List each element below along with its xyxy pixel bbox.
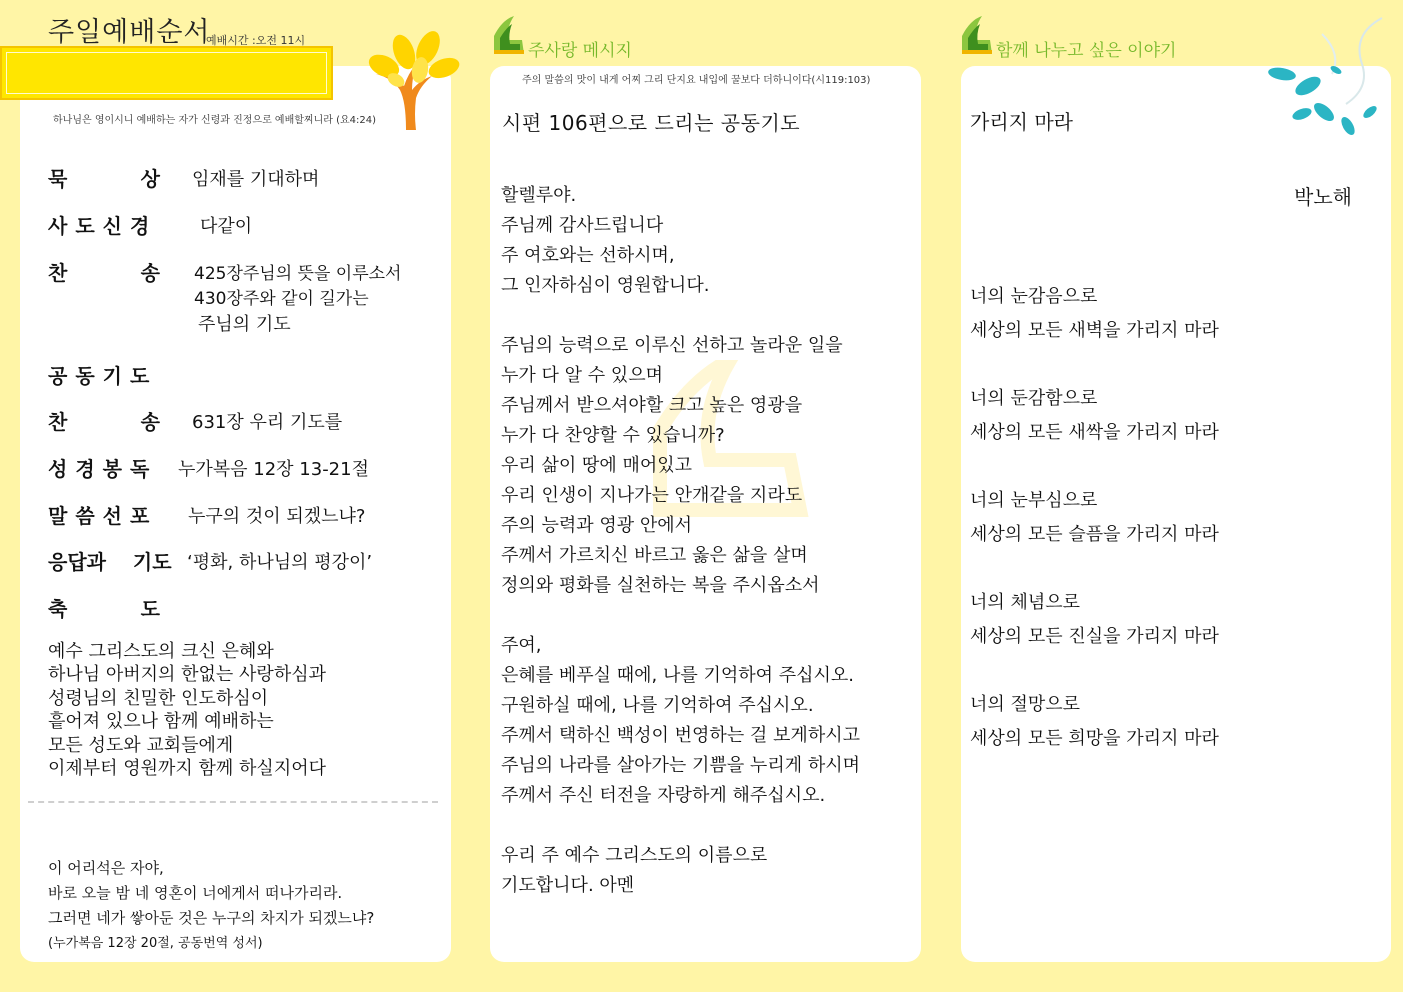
order-value-meditation: 임재를 기대하며 bbox=[192, 169, 320, 190]
order-value-hymn-2: 631장 우리 기도를 bbox=[192, 412, 343, 433]
order-value-response: ‘평화, 하나님의 평강이’ bbox=[187, 552, 373, 573]
order-value-sermon: 누구의 것이 되겠느냐? bbox=[188, 506, 366, 527]
page-title: 주일예배순서 bbox=[48, 17, 211, 48]
order-label-hymn-1: 찬 송 bbox=[48, 261, 160, 285]
scripture-quote: 이 어리석은 자야, 바로 오늘 밤 네 영혼이 너에게서 떠나가리라. 그러면 네가 쌓아둔 것은 누구의 차지가 되겠느냐? (누가복음 12장 20절, 공동번역 성서) bbox=[48, 856, 374, 956]
title-banner bbox=[0, 46, 333, 100]
poem-stanza-4: 너의 체념으로 세상의 모든 진실을 가리지 마라 bbox=[970, 592, 1219, 647]
order-value-lords-prayer: 주님의 기도 bbox=[198, 314, 291, 335]
benediction-text: 예수 그리스도의 크신 은혜와 하나님 아버지의 한없는 사랑하심과 성령님의 친밀한 인도하심이 흩어져 있으나 함께 예배하는 모든 성도와 교회들에게 이제부터 영원까지 함께 하실지어다 bbox=[48, 641, 326, 780]
order-label-hymn-2: 찬 송 bbox=[48, 410, 160, 434]
poem-stanza-5: 너의 절망으로 세상의 모든 희망을 가리지 마라 bbox=[970, 694, 1219, 749]
section-title-story: 함께 나누고 싶은 이야기 bbox=[996, 41, 1177, 61]
order-label-benediction: 축 도 bbox=[48, 597, 160, 621]
order-label-meditation: 묵 상 bbox=[48, 167, 160, 191]
leaf-logo-icon bbox=[492, 16, 526, 54]
poem-author: 박노해 bbox=[1294, 185, 1352, 209]
flourish-decoration-icon bbox=[1262, 14, 1400, 144]
prayer-title: 시편 106편으로 드리는 공동기도 bbox=[502, 111, 801, 135]
order-label-sermon: 말씀선포 bbox=[48, 504, 158, 528]
order-value-hymn-1b: 430장주와 같이 길가는 bbox=[194, 289, 369, 309]
prayer-body: 할렐루야. 주님께 감사드립니다 주 여호와는 선하시며, 그 인자하심이 영원합니다. 주님의 능력으로 이루신 선하고 놀라운 일을 누가 다 알 수 있으며 주님께서 받으셔야할 크고 높은 영광을 누가 다 찬양할 수 있습니까? 우리 삶이 땅에 매어있고 우리 인생이 지나가는 안개같을 지라도 주의 능력과 영광 안에서 주께서 가르치신 바르고 옳은 삶을 살며 정의와 평화를 실천하는 복을 주시옵소서 주여, 은혜를 베푸실 때에, 나를 기억하여 주십시오. 구원하실 때에, 나를 기억하여 주십시오. 주께서 택하신 백성이 번영하는 걸 보게하시고 주님의 나라를 살아가는 기쁨을 누리게 하시며 주께서 주신 터전을 자랑하게 해주십시오. 우리 주 예수 그리스도의 이름으로 기도합니다. 아멘 bbox=[501, 185, 860, 896]
leaf-logo-icon-2 bbox=[960, 16, 994, 54]
section-title-message: 주사랑 메시지 bbox=[528, 41, 632, 61]
order-label-response: 응답과 기도 bbox=[48, 550, 172, 574]
tree-icon bbox=[362, 30, 462, 130]
quote-reference: (누가복음 12장 20절, 공동번역 성서) bbox=[48, 936, 263, 951]
order-value-creed: 다같이 bbox=[200, 216, 253, 237]
poem-stanza-1: 너의 눈감음으로 세상의 모든 새벽을 가리지 마라 bbox=[970, 286, 1219, 341]
order-value-scripture: 누가복음 12장 13-21절 bbox=[178, 459, 369, 480]
order-label-creed: 사도신경 bbox=[48, 214, 158, 238]
service-time: 예배시간 :오전 11시 bbox=[206, 34, 306, 47]
poem-stanza-3: 너의 눈부심으로 세상의 모든 슬픔을 가리지 마라 bbox=[970, 490, 1219, 545]
poem-stanza-2: 너의 둔감함으로 세상의 모든 새싹을 가리지 마라 bbox=[970, 388, 1219, 443]
verse-john-4-24: 하나님은 영이시니 예배하는 자가 신령과 진정으로 예배할찌니라 (요4:24) bbox=[53, 115, 376, 126]
order-label-scripture: 성경봉독 bbox=[48, 457, 158, 481]
order-label-common-prayer: 공동기도 bbox=[48, 364, 158, 388]
poem-title: 가리지 마라 bbox=[970, 110, 1073, 134]
dashed-divider bbox=[28, 801, 438, 803]
verse-psalm-119: 주의 말씀의 맛이 내게 어찌 그리 단지요 내입에 꿀보다 더하니이다(시119:103) bbox=[522, 75, 871, 86]
order-value-hymn-1a: 425장주님의 뜻을 이루소서 bbox=[194, 264, 402, 284]
